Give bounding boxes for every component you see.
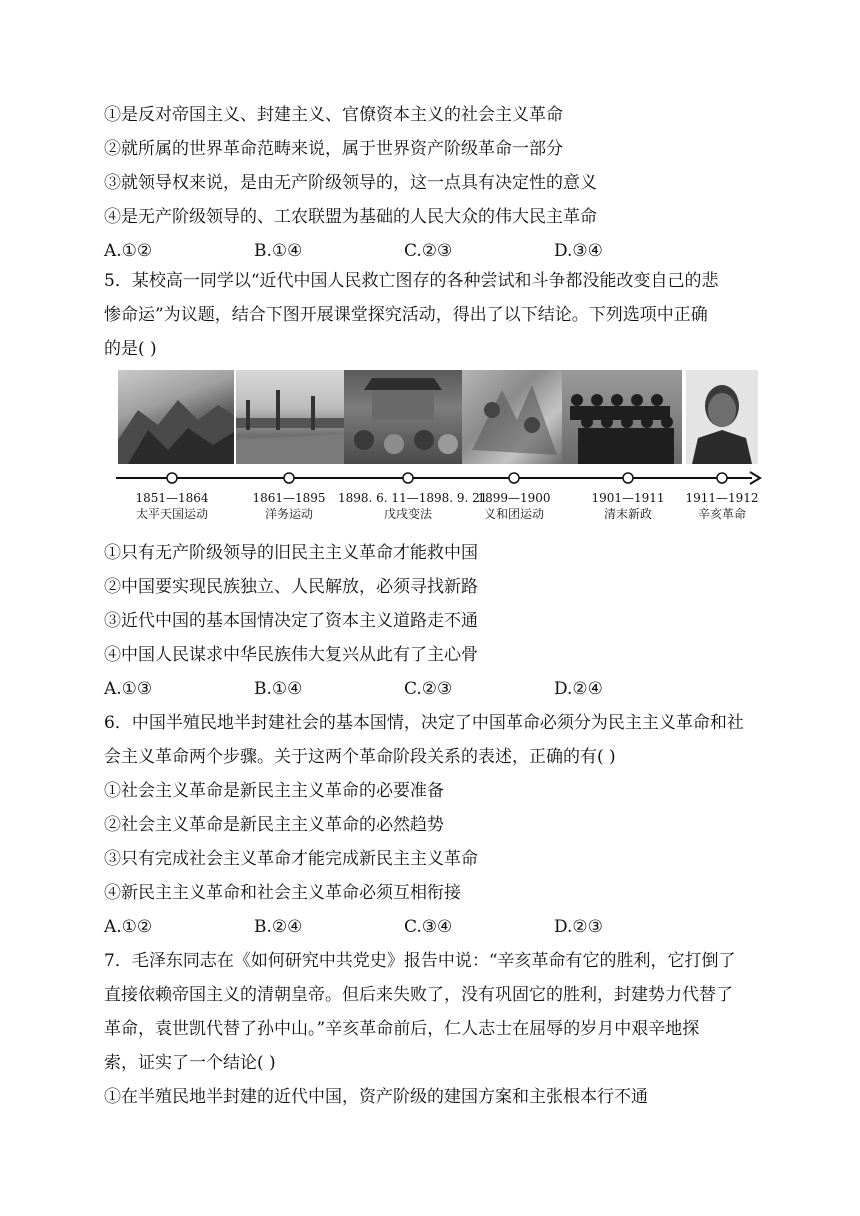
q4-statement-1: ①是反对帝国主义、封建主义、官僚资本主义的社会主义革命	[104, 105, 563, 125]
q7-stem-line-2: 直接依赖帝国主义的清朝皇帝。但后来失败了，没有巩固它的胜利，封建势力代替了	[104, 985, 733, 1005]
q7-statement-1: ①在半殖民地半封建的近代中国，资产阶级的建国方案和主张根本行不通	[104, 1087, 648, 1107]
option-b[interactable]: B.①④	[254, 679, 303, 699]
q4-statement-2: ②就所属的世界革命范畴来说，属于世界资产阶级革命一部分	[104, 139, 563, 159]
timeline-label-5: 1901—1911 清末新政	[591, 491, 665, 521]
timeline-node-6	[717, 473, 727, 483]
option-a[interactable]: A.①②	[104, 241, 153, 261]
timeline-node-5	[623, 473, 633, 483]
option-a[interactable]: A.①③	[104, 679, 153, 699]
q7-stem-line-1: 7．毛泽东同志在《如何研究中共党史》报告中说：“辛亥革命有它的胜利，它打倒了	[104, 951, 736, 971]
reform-1898-photo	[344, 370, 462, 464]
q7-stem-line-3: 革命，袁世凯代替了孙中山。”辛亥革命前后，仁人志士在屈辱的岁月中艰辛地探	[104, 1019, 700, 1039]
option-d[interactable]: D.②③	[554, 917, 603, 937]
timeline-label-1: 1851—1864 太平天国运动	[135, 491, 209, 521]
q7-stem-line-4: 索，证实了一个结论( )	[104, 1053, 276, 1073]
timeline-node-1	[167, 473, 177, 483]
timeline-node-4	[509, 473, 519, 483]
q5-statement-3: ③近代中国的基本国情决定了资本主义道路走不通	[104, 611, 478, 631]
taiping-photo	[118, 370, 234, 464]
sun-yat-sen-portrait	[686, 370, 758, 464]
timeline-node-2	[284, 473, 294, 483]
q6-statement-4: ④新民主主义革命和社会主义革命必须互相衔接	[104, 883, 461, 903]
timeline-label-4: 1899—1900 义和团运动	[477, 491, 551, 521]
q5-timeline-figure	[112, 366, 762, 536]
q5-stem-line-1: 5．某校高一同学以“近代中国人民救亡图存的各种尝试和斗争都没能改变自己的悲	[104, 271, 719, 291]
option-d[interactable]: D.③④	[554, 241, 603, 261]
timeline-label-2: 1861—1895 洋务运动	[252, 491, 326, 521]
westernization-photo	[236, 370, 344, 464]
q5-stem-line-3: 的是( )	[104, 339, 157, 359]
q4-statement-3: ③就领导权来说，是由无产阶级领导的，这一点具有决定性的意义	[104, 173, 597, 193]
q6-statement-1: ①社会主义革命是新民主主义革命的必要准备	[104, 781, 444, 801]
q5-statement-2: ②中国要实现民族独立、人民解放，必须寻找新路	[104, 577, 478, 597]
q6-statement-3: ③只有完成社会主义革命才能完成新民主主义革命	[104, 849, 478, 869]
timeline-label-6: 1911—1912 辛亥革命	[685, 491, 759, 521]
q6-statement-2: ②社会主义革命是新民主主义革命的必然趋势	[104, 815, 444, 835]
new-policy-photo	[562, 370, 682, 464]
q5-stem-line-2: 惨命运”为议题，结合下图开展课堂探究活动，得出了以下结论。下列选项中正确	[104, 305, 708, 325]
timeline-node-3	[403, 473, 413, 483]
timeline-label-3: 1898. 6. 11—1898. 9. 21 戊戌变法	[338, 491, 488, 521]
q6-stem-line-1: 6．中国半殖民地半封建社会的基本国情，决定了中国革命必须分为民主主义革命和社	[104, 713, 744, 733]
q5-statement-4: ④中国人民谋求中华民族伟大复兴从此有了主心骨	[104, 645, 478, 665]
option-a[interactable]: A.①②	[104, 917, 153, 937]
option-b[interactable]: B.②④	[254, 917, 303, 937]
q6-stem-line-2: 会主义革命两个步骤。关于这两个革命阶段关系的表述，正确的有( )	[104, 747, 616, 767]
option-b[interactable]: B.①④	[254, 241, 303, 261]
option-c[interactable]: C.③④	[404, 917, 453, 937]
option-d[interactable]: D.②④	[554, 679, 603, 699]
q4-statement-4: ④是无产阶级领导的、工农联盟为基础的人民大众的伟大民主革命	[104, 207, 597, 227]
option-c[interactable]: C.②③	[404, 679, 453, 699]
option-c[interactable]: C.②③	[404, 241, 453, 261]
boxer-photo	[462, 370, 562, 464]
q5-statement-1: ①只有无产阶级领导的旧民主主义革命才能救中国	[104, 543, 478, 563]
